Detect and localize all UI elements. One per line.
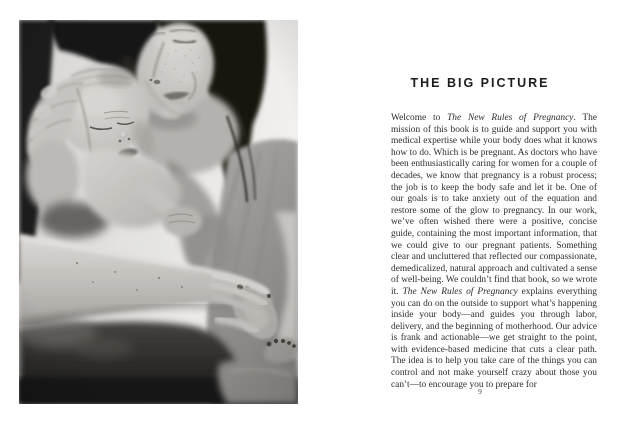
mother-baby-photo [19, 20, 298, 404]
chapter-paragraph: Welcome to The New Rules of Pregnancy. The mission of this book is to guide and support you with medical expertise while your body does what it knows how to do. Which is be pregnant. As doctors who have been enthusiastically caring for women for a couple of decades, we know that pregnancy is a robust process; the job is to keep the body safe and let it be. One of our goals is to take anxiety out of the equation and restore some of the glow to pregnancy. In our work, we’ve often wished there were a positive, concise guide, containing the most important information, that we could give to our pregnant patients. Something clear and uncluttered that reflected our compassionate, demedicalized, natural approach and cultivated a sense of well-being. We couldn’t find that book, so we wrote it. The New Rules of Pregnancy explains everything you can do on the outside to support what’s happening inside your body—and guides you through labor, delivery, and the beginning of motherhood. Our advice is frank and actionable—we get straight to the point, with evidence-based medicine that cuts a clear path. The idea is to help you take care of the things you can control and not make yourself crazy about those you can’t—to encourage you to prepare for [391, 113, 597, 390]
left-page [19, 20, 298, 404]
chapter-title: THE BIG PICTURE [410, 76, 550, 90]
page-number: 9 [478, 387, 482, 396]
right-page [320, 0, 640, 426]
